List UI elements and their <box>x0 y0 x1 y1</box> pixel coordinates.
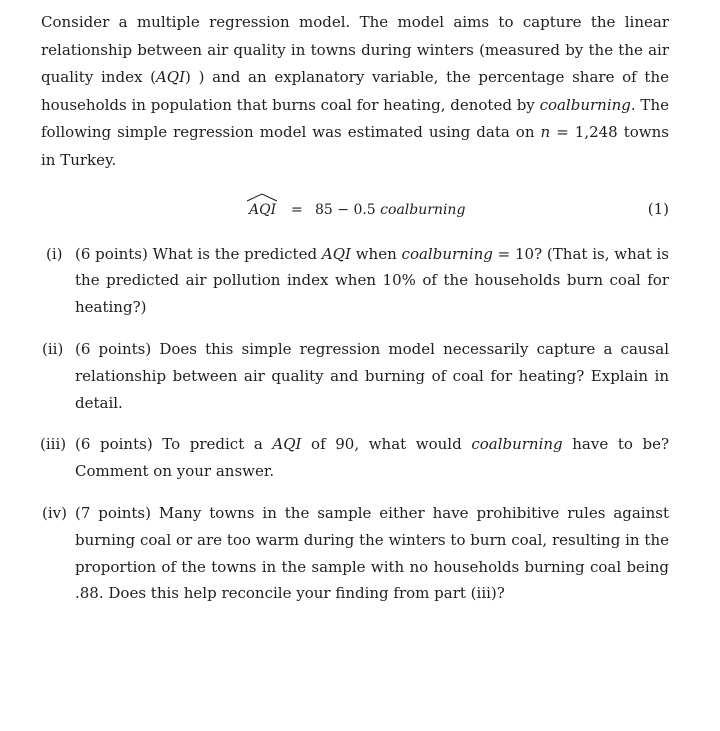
equation-rhs-constant: 85 − 0.5 <box>315 201 381 218</box>
intro-text-4: = 1,248 towns in Turkey. <box>41 123 669 169</box>
question-coalburning-term: coalburning <box>471 435 563 454</box>
question-text: (6 points) What is the predicted <box>75 244 322 263</box>
question-item <box>41 431 669 485</box>
question-aqi-term: AQI <box>272 435 302 454</box>
question-text: (7 points) Many towns in the sample either have prohibitive rules against burning coal or are too warm during the winters to burn coal, resulting in the proportion of the towns in the sample with no households burning coal being .88. Does this help reconcile your finding from part (iii)? <box>75 503 669 603</box>
question-item <box>41 500 669 607</box>
question-text: (6 points) To predict a <box>75 435 273 454</box>
question-text: have to be? Comment on your answer. <box>75 435 670 481</box>
document-page <box>41 9 669 622</box>
question-label: (iii) <box>40 435 67 454</box>
intro-text-2: ) ) and an explanatory variable, the percentage share of the households in population that burns coal for heating, denoted by <box>41 68 669 114</box>
question-aqi-term: AQI <box>321 244 351 263</box>
intro-text-3: . The following simple regression model was estimated using data on <box>41 95 669 142</box>
question-text: of 90, what would <box>301 435 472 454</box>
question-label: (iv) <box>42 503 67 522</box>
intro-n-symbol: n <box>540 123 551 142</box>
question-text: when <box>350 244 402 263</box>
intro-coalburning-term: coalburning <box>539 95 631 114</box>
equation-rhs-variable: coalburning <box>380 201 466 218</box>
question-coalburning-term: coalburning <box>401 244 493 263</box>
equation-equals: = <box>291 201 303 218</box>
question-item <box>41 336 669 416</box>
equation-rhs <box>315 202 465 218</box>
question-text: (6 points) Does this simple regression model necessarily capture a causal relationship between air quality and burning of coal for heating? Explain in detail. <box>75 339 669 412</box>
intro-text-1: Consider a multiple regression model. The model aims to capture the linear relationship between air quality in towns during winters (measured by the the air quality index ( <box>41 13 669 87</box>
equation-number: (1) <box>647 199 669 218</box>
intro-paragraph <box>41 9 669 175</box>
hat-accent <box>246 192 278 202</box>
regression-equation <box>41 198 669 226</box>
question-label: (ii) <box>42 339 64 358</box>
question-label: (i) <box>46 244 63 263</box>
question-item <box>41 241 669 321</box>
intro-aqi-term: AQI <box>155 68 186 87</box>
question-list <box>41 241 669 608</box>
equation-lhs: AQI <box>249 201 277 218</box>
question-text: = 10? (That is, what is the predicted air pollution index when 10% of the households burn coal for heating?) <box>75 244 670 317</box>
